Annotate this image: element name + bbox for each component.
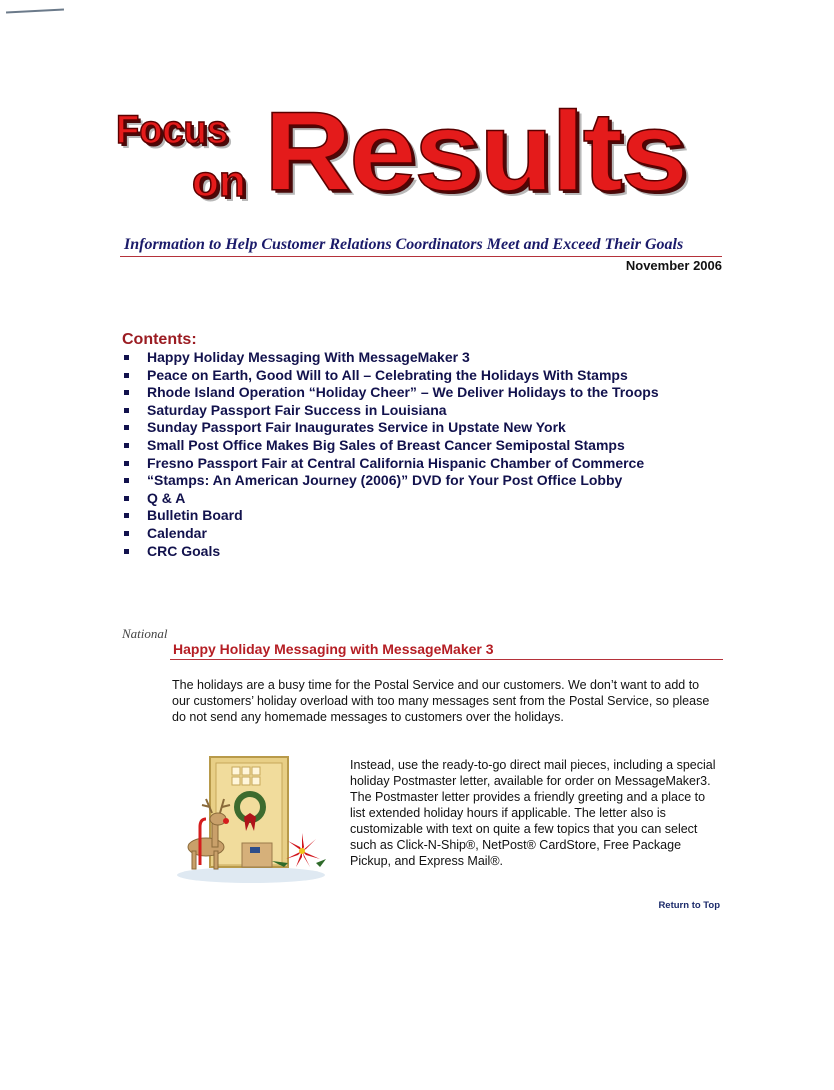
toc-item-label: CRC Goals bbox=[147, 542, 221, 559]
table-of-contents bbox=[122, 349, 659, 560]
logo-on-text: on bbox=[192, 157, 246, 206]
toc-item-label: “Stamps: An American Journey (2006)” DVD for Your Post Office Lobby bbox=[147, 472, 623, 489]
issue-date: November 2006 bbox=[625, 258, 722, 273]
toc-item-label: Happy Holiday Messaging With MessageMaker 3 bbox=[147, 349, 470, 365]
toc-item[interactable] bbox=[122, 402, 659, 420]
newsletter-tagline: Information to Help Customer Relations Coordinators Meet and Exceed Their Goals bbox=[124, 236, 684, 253]
poinsettia-center bbox=[299, 848, 305, 854]
toc-item[interactable] bbox=[122, 490, 659, 508]
article-title-divider bbox=[170, 659, 723, 660]
toc-item-label: Calendar bbox=[147, 524, 207, 541]
bullet-icon bbox=[124, 496, 129, 501]
toc-item-label: Q & A bbox=[147, 489, 186, 506]
bullet-icon bbox=[124, 549, 129, 554]
article-paragraph: The holidays are a busy time for the Postal Service and our customers. We don’t want to add to our customers’ holiday overload with too many messages sent from the Postal Service, so please do not send any homemade messages to customers over the holidays. bbox=[172, 678, 710, 724]
package bbox=[242, 843, 272, 867]
bullet-icon bbox=[124, 373, 129, 378]
article-paragraph: Instead, use the ready-to-go direct mail pieces, including a special holiday Postmaster letter, available for order on MessageMaker3. The Postmaster letter provides a friendly greeting and a place to list extended holiday hours if applicable. The letter also is customizable with text on quite a few topics that you can select such as Click-N-Ship®, NetPost® CardStore, Free Package Pickup, and Express Mail®. bbox=[350, 758, 716, 868]
section-label: National bbox=[122, 626, 168, 641]
bullet-icon bbox=[124, 443, 129, 448]
toc-item[interactable] bbox=[122, 384, 659, 402]
logo-focus-text: Focus bbox=[116, 108, 228, 152]
bullet-icon bbox=[124, 461, 129, 466]
article-title: Happy Holiday Messaging with MessageMaker 3 bbox=[173, 641, 494, 657]
holiday-door-illustration bbox=[176, 755, 326, 883]
contents-heading: Contents: bbox=[122, 331, 197, 348]
tagline-divider bbox=[120, 256, 722, 257]
bullet-icon bbox=[124, 425, 129, 430]
toc-item-label: Bulletin Board bbox=[147, 507, 243, 524]
toc-item-label: Saturday Passport Fair Success in Louisiana bbox=[147, 401, 447, 418]
toc-item-label: Peace on Earth, Good Will to All – Celebrating the Holidays With Stamps bbox=[147, 366, 628, 383]
snow-ground bbox=[177, 867, 325, 883]
toc-item[interactable] bbox=[122, 349, 659, 367]
toc-item[interactable] bbox=[122, 455, 659, 473]
toc-item[interactable] bbox=[122, 437, 659, 455]
toc-item-label: Small Post Office Makes Big Sales of Breast Cancer Semipostal Stamps bbox=[147, 436, 625, 453]
package-label bbox=[250, 847, 260, 853]
toc-item[interactable] bbox=[122, 472, 659, 490]
bullet-icon bbox=[124, 355, 129, 360]
reindeer-nose bbox=[223, 818, 229, 824]
toc-item[interactable] bbox=[122, 419, 659, 437]
return-to-top-link[interactable]: Return to Top bbox=[658, 900, 720, 911]
toc-item-label: Rhode Island Operation “Holiday Cheer” – We Deliver Holidays to the Troops bbox=[147, 384, 659, 401]
toc-item[interactable] bbox=[122, 525, 659, 543]
bullet-icon bbox=[124, 390, 129, 395]
masthead-logo bbox=[112, 89, 732, 236]
toc-item-label: Fresno Passport Fair at Central California Hispanic Chamber of Commerce bbox=[147, 454, 645, 471]
toc-item[interactable] bbox=[122, 507, 659, 525]
toc-item[interactable] bbox=[122, 543, 659, 561]
toc-item-label: Sunday Passport Fair Inaugurates Service in Upstate New York bbox=[147, 419, 566, 436]
logo-results-text: Results bbox=[264, 89, 686, 214]
bullet-icon bbox=[124, 478, 129, 483]
bullet-icon bbox=[124, 531, 129, 536]
scan-mark bbox=[6, 8, 64, 13]
bullet-icon bbox=[124, 408, 129, 413]
toc-item[interactable] bbox=[122, 367, 659, 385]
bullet-icon bbox=[124, 513, 129, 518]
